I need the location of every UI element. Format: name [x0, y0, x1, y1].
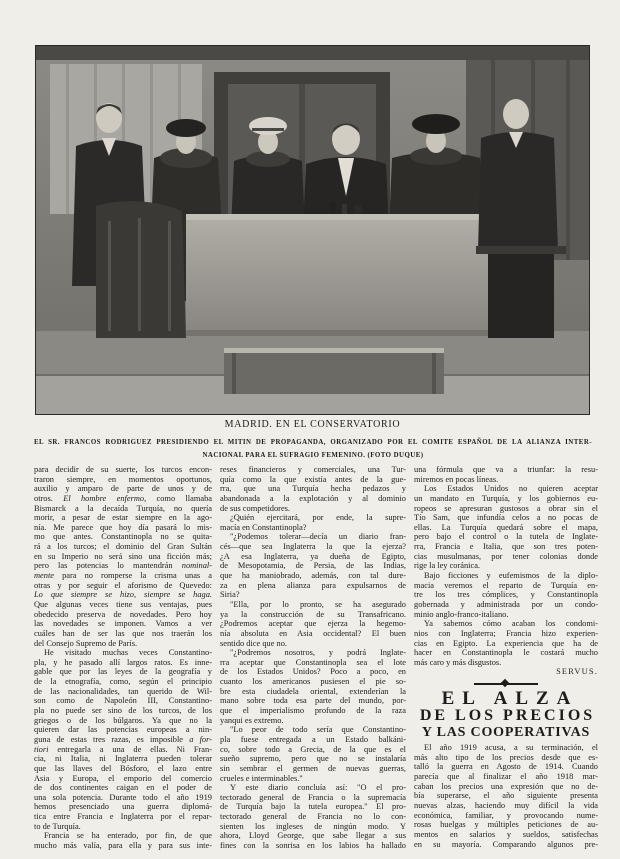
text-line: bía superarse, el año siguiente presenta: [414, 791, 598, 801]
text-line: quieren dar las potencias europeas a nin-: [34, 725, 212, 735]
text-line: Siria?: [220, 590, 240, 600]
text-line: que el imperialismo profundo de la raza: [220, 706, 406, 716]
text-line: una sola potencia. Durante todo el año 1919: [34, 792, 212, 802]
text-line: cias en Egipto. La experiencia que ha de: [414, 638, 598, 648]
article-column-3: [414, 465, 598, 849]
italic-text: nominal-: [181, 561, 212, 571]
article-column-3-text: [414, 465, 598, 667]
text-line: cuanto los americanos pusiesen el pie so-: [220, 677, 406, 687]
headline-line: EL ALZA: [441, 688, 579, 710]
text-line: crueles e interminables.": [220, 773, 303, 783]
text-line: nía absoluta en Asia occidental? El buen: [220, 628, 406, 638]
text-line: hemos presenciado una guerra diplomá-: [34, 802, 212, 812]
text-line: de las nacionalidades, tan querido de Wil-: [34, 686, 212, 696]
text-line: una fórmula que va a triunfar: la resu-: [414, 465, 598, 474]
text-line: tectorado general de Francia o la supremacía: [220, 792, 406, 802]
italic-text: a for-: [189, 734, 212, 744]
text-line: caban los precios una expresión que no de-: [414, 781, 598, 791]
text-line: hacer en Constantinopla le costará mucho: [414, 648, 598, 658]
article-column-1: [34, 465, 212, 851]
text-line: de la etnografía, como, según el principio: [34, 677, 212, 687]
text-line: Francia se ha enterado, por fin, de que: [44, 831, 212, 841]
text-line: Tío Sam, que infundía celos a no pocas de: [414, 513, 598, 523]
text-line: miremos en pocas líneas.: [414, 474, 499, 484]
text-line: mo que antes. Constantinopla no se quita-: [34, 532, 212, 542]
text-line: ropeos se apresuran gustosos a obrar sin el: [414, 503, 598, 513]
text-line: gable que por las leyes de la geografía y: [34, 667, 212, 677]
text-line: ¿Quién ejercitará, por ende, la supre-: [230, 513, 406, 523]
table-with-cloth: [186, 202, 506, 336]
roman-text: para no romperse la crisma unas a: [54, 571, 212, 581]
photo-image: [36, 46, 589, 414]
text-line: Bajo ficciones y eufemismos de la diplo-: [424, 571, 598, 581]
roman-text: entregarla a una de ellas. Ni Fran-: [48, 744, 212, 754]
text-line: [34, 571, 212, 581]
text-line: rige la ley coránica.: [414, 561, 481, 571]
text-line: tectorado general de Francia no lo con-: [220, 812, 406, 822]
text-line: ¿Podremos aceptar que ejerza la hegemo-: [220, 619, 406, 629]
text-line: tre los tres cómplices, y Constantinopla: [414, 590, 598, 600]
text-line: macia veremos el reparto de Turquía en-: [414, 580, 598, 590]
italic-text: Lo que siempre se hizo, siempre se haga.: [34, 590, 212, 600]
text-line: las novedades se imponen. Vamos a ver: [34, 619, 212, 629]
roman-text: guna de estas tres razas, es imposible: [34, 734, 190, 744]
text-line: de sus competidores.: [220, 503, 291, 513]
roman-text: pero las potencias lo mantendrán: [34, 561, 182, 571]
text-line: pla, y he pasado allí largos ratos. Es inne-: [34, 657, 212, 667]
text-line: minio anglo-franco-italiano.: [414, 609, 509, 619]
photo-caption-line: EL SR. FRANCOS RODRIGUEZ PRESIDIENDO EL MITIN DE PROPAGANDA, ORGANIZADO POR EL COMITE ESPAÑOL DE LA ALIANZA INTER-: [34, 439, 592, 446]
article-signature: SERVUS.: [556, 667, 598, 677]
front-bench: [224, 348, 444, 394]
text-line: tica entre Francia e Inglaterra por el repar-: [34, 812, 212, 822]
text-line: Ya sabemos cómo acaban los condomi-: [424, 619, 598, 629]
text-line: [34, 745, 212, 755]
text-line: de Turquía bajo la tutela europea." El pro-: [220, 802, 406, 812]
text-line: to de Turquía.: [34, 821, 81, 831]
text-line: rra, Francia e Italia, que son tres poten-: [414, 542, 598, 552]
ceiling-molding: [36, 46, 589, 60]
roman-text: otros.: [34, 493, 64, 503]
headline-line: Y LAS COOPERATIVAS: [421, 725, 591, 741]
text-line: que ha maniobrado, además, con tal dure-: [220, 571, 406, 581]
text-line: de Mesopotamia, de Persia, de las Indias,: [220, 561, 406, 571]
text-line: [34, 735, 212, 745]
news-photo: [35, 45, 590, 415]
text-line: nuevas alzas, haciendo muy difícil la vida: [414, 800, 598, 810]
text-line: co, sobre todo a Grecia, de la que es el: [220, 744, 406, 754]
text-line: rra aceptar que Constantinopla sea el lote: [220, 657, 406, 667]
text-line: [34, 590, 212, 600]
text-line: Y este diario concluía así: "O el pro-: [230, 783, 406, 793]
text-line: obedecido preserva de novedades. Pero hoy: [34, 609, 212, 619]
text-line: más caro y más disgustos.: [414, 657, 502, 667]
text-line: sin sembrar el germen de nuevas guerras,: [220, 763, 406, 773]
text-line: otras y por seguir el aforismo de Quevedo:: [34, 580, 212, 590]
text-line: talló la guerra en Agosto de 1914. Cuando: [414, 762, 598, 772]
text-line: fines con la sonrisa en los labios ha hallado: [220, 840, 406, 850]
text-line: cés—que sea Inglaterra la que la ejerza?: [220, 542, 406, 552]
text-line: Bismarck a la decaída Turquía, no quería: [34, 503, 212, 513]
text-line: morir, a pesar de estar siempre en la ago-: [34, 513, 212, 523]
text-line: que las llaves del Bósforo, el lazo entre: [34, 763, 212, 773]
chair-left: [96, 201, 186, 338]
text-line: más alto tipo de los precios desde que es-: [414, 752, 598, 762]
text-line: yanqui es extremo.: [220, 715, 284, 725]
text-line: pla no puede ser sino de los turcos, de los: [34, 706, 212, 716]
text-line: rá a los turcos; el dominio del Gran Sultán: [34, 542, 212, 552]
italic-text: mente: [34, 571, 54, 581]
text-line: "Ella, por lo pronto, se ha asegurado: [230, 599, 406, 609]
text-line: sentido dice que no.: [220, 638, 287, 648]
text-line: parecía que al finalizar el año 1918 mar-: [414, 772, 598, 782]
text-line: un mandato en Turquía, y los gobiernos eu-: [414, 493, 598, 503]
text-line: za en plena alianza para expulsarnos de: [220, 580, 406, 590]
italic-text: El hombre enfermo: [63, 493, 145, 503]
text-line: en su Imperio no será sino una ficción más;: [34, 551, 212, 561]
text-line: nios con Inglaterra; Francia hizo experien-: [414, 628, 598, 638]
text-line: Que algunas veces tiene sus ventajas, pues: [34, 599, 212, 609]
text-line: son como de Napoleón III, Constantino-: [34, 696, 212, 706]
text-line: cuáles han de ser las que nos traerán los: [34, 628, 212, 638]
text-line: sueño supremo, pero que no se instalaría: [220, 754, 406, 764]
text-line: quía como la que existía antes de la gue-: [220, 474, 406, 484]
text-line: "Lo peor de todo sería que Constantino-: [230, 725, 406, 735]
text-line: Asia y Europa, el emporio del comercio: [34, 773, 212, 783]
text-line: Los Estados Unidos no quieren aceptar: [424, 484, 598, 494]
text-line: del Consejo Supremo de París.: [34, 638, 138, 648]
text-line: rra, que una Turquía hecha pedazos y: [220, 484, 406, 494]
text-line: económica, familiar, y provocando nume-: [414, 810, 598, 820]
text-line: traron siempre, en momentos oportunos,: [34, 474, 212, 484]
text-line: para decidir de su suerte, los turcos encon-: [34, 465, 212, 474]
text-line: pero bajo el control o la tutela de Inglate-: [414, 532, 598, 542]
text-line: mucho más valía, para ella y para sus inte-: [34, 840, 212, 850]
text-line: rosas huelgas y múltiples peticiones de au-: [414, 820, 598, 830]
text-line: reses financieros y comerciales, una Tur-: [220, 465, 406, 474]
text-line: ¿A esa Inglaterra, ya dueña de Egipto,: [220, 551, 406, 561]
text-line: sienten los ingleses de ningún modo. Y: [220, 821, 406, 831]
text-line: macía en Constantinopla?: [220, 522, 307, 532]
text-line: mentos en salarios y sueldos, satisfechas: [414, 829, 598, 839]
text-line: cias musulmanas, por tener colonias donde: [414, 551, 598, 561]
text-line: auxilio y amparo de parte de unos y de: [34, 484, 212, 494]
ornament-diamond: [501, 679, 509, 687]
italic-text: tiori: [34, 744, 49, 754]
text-line: mano sobre toda esa parte del mundo, por-: [220, 696, 406, 706]
headline-line: DE LOS PRECIOS: [419, 707, 596, 725]
photo-caption-line: NACIONAL PARA EL SUFRAGIO FEMENINO. (FOTO DUQUE): [202, 452, 424, 459]
headline-ornament: [414, 680, 598, 688]
text-line: "¿Podemos tolerar—decía un diario fran-: [230, 532, 406, 542]
text-line: de los Estados Unidos? Poco a poco, en: [220, 667, 406, 677]
text-line: "¿Podremos nosotros, y podrá Inglate-: [230, 648, 406, 658]
text-line: nía. Me parece que hoy día pasará lo mis-: [34, 522, 212, 532]
text-line: gobernada y administrada por un condo-: [414, 599, 598, 609]
text-line: He visitado muchas veces Constantino-: [44, 648, 212, 658]
article-column-2: [220, 465, 406, 851]
text-line: El año 1919 acusa, a su terminación, el: [424, 743, 598, 753]
text-line: ahora, Lloyd George, que sabe llegar a sus: [220, 831, 406, 841]
second-article-text: [414, 743, 598, 849]
text-line: en su mayoría. Comparando algunos pre-: [414, 839, 598, 849]
text-line: de dos continentes caigan en el poder de: [34, 783, 212, 793]
photo-caption-title: MADRID. EN EL CONSERVATORIO: [224, 419, 401, 430]
text-line: [34, 561, 212, 571]
text-line: abandonada a la explotación y al dominio: [220, 493, 406, 503]
text-line: bre esta ciudadela oriental, extenderían la: [220, 686, 406, 696]
text-line: ellas. La Turquía quedará sobre el mapa,: [414, 522, 598, 532]
text-line: cia, ni Italia, ni Inglaterra pueden tolerar: [34, 754, 212, 764]
text-line: griegos o de los búlgaros. Ya que no la: [34, 715, 212, 725]
text-line: [34, 494, 212, 504]
roman-text: , como llamaba: [144, 493, 212, 503]
text-line: ya la construcción de su Transafricano.: [220, 609, 406, 619]
text-line: pla fuese entregada a un Estado balkáni-: [220, 734, 406, 744]
